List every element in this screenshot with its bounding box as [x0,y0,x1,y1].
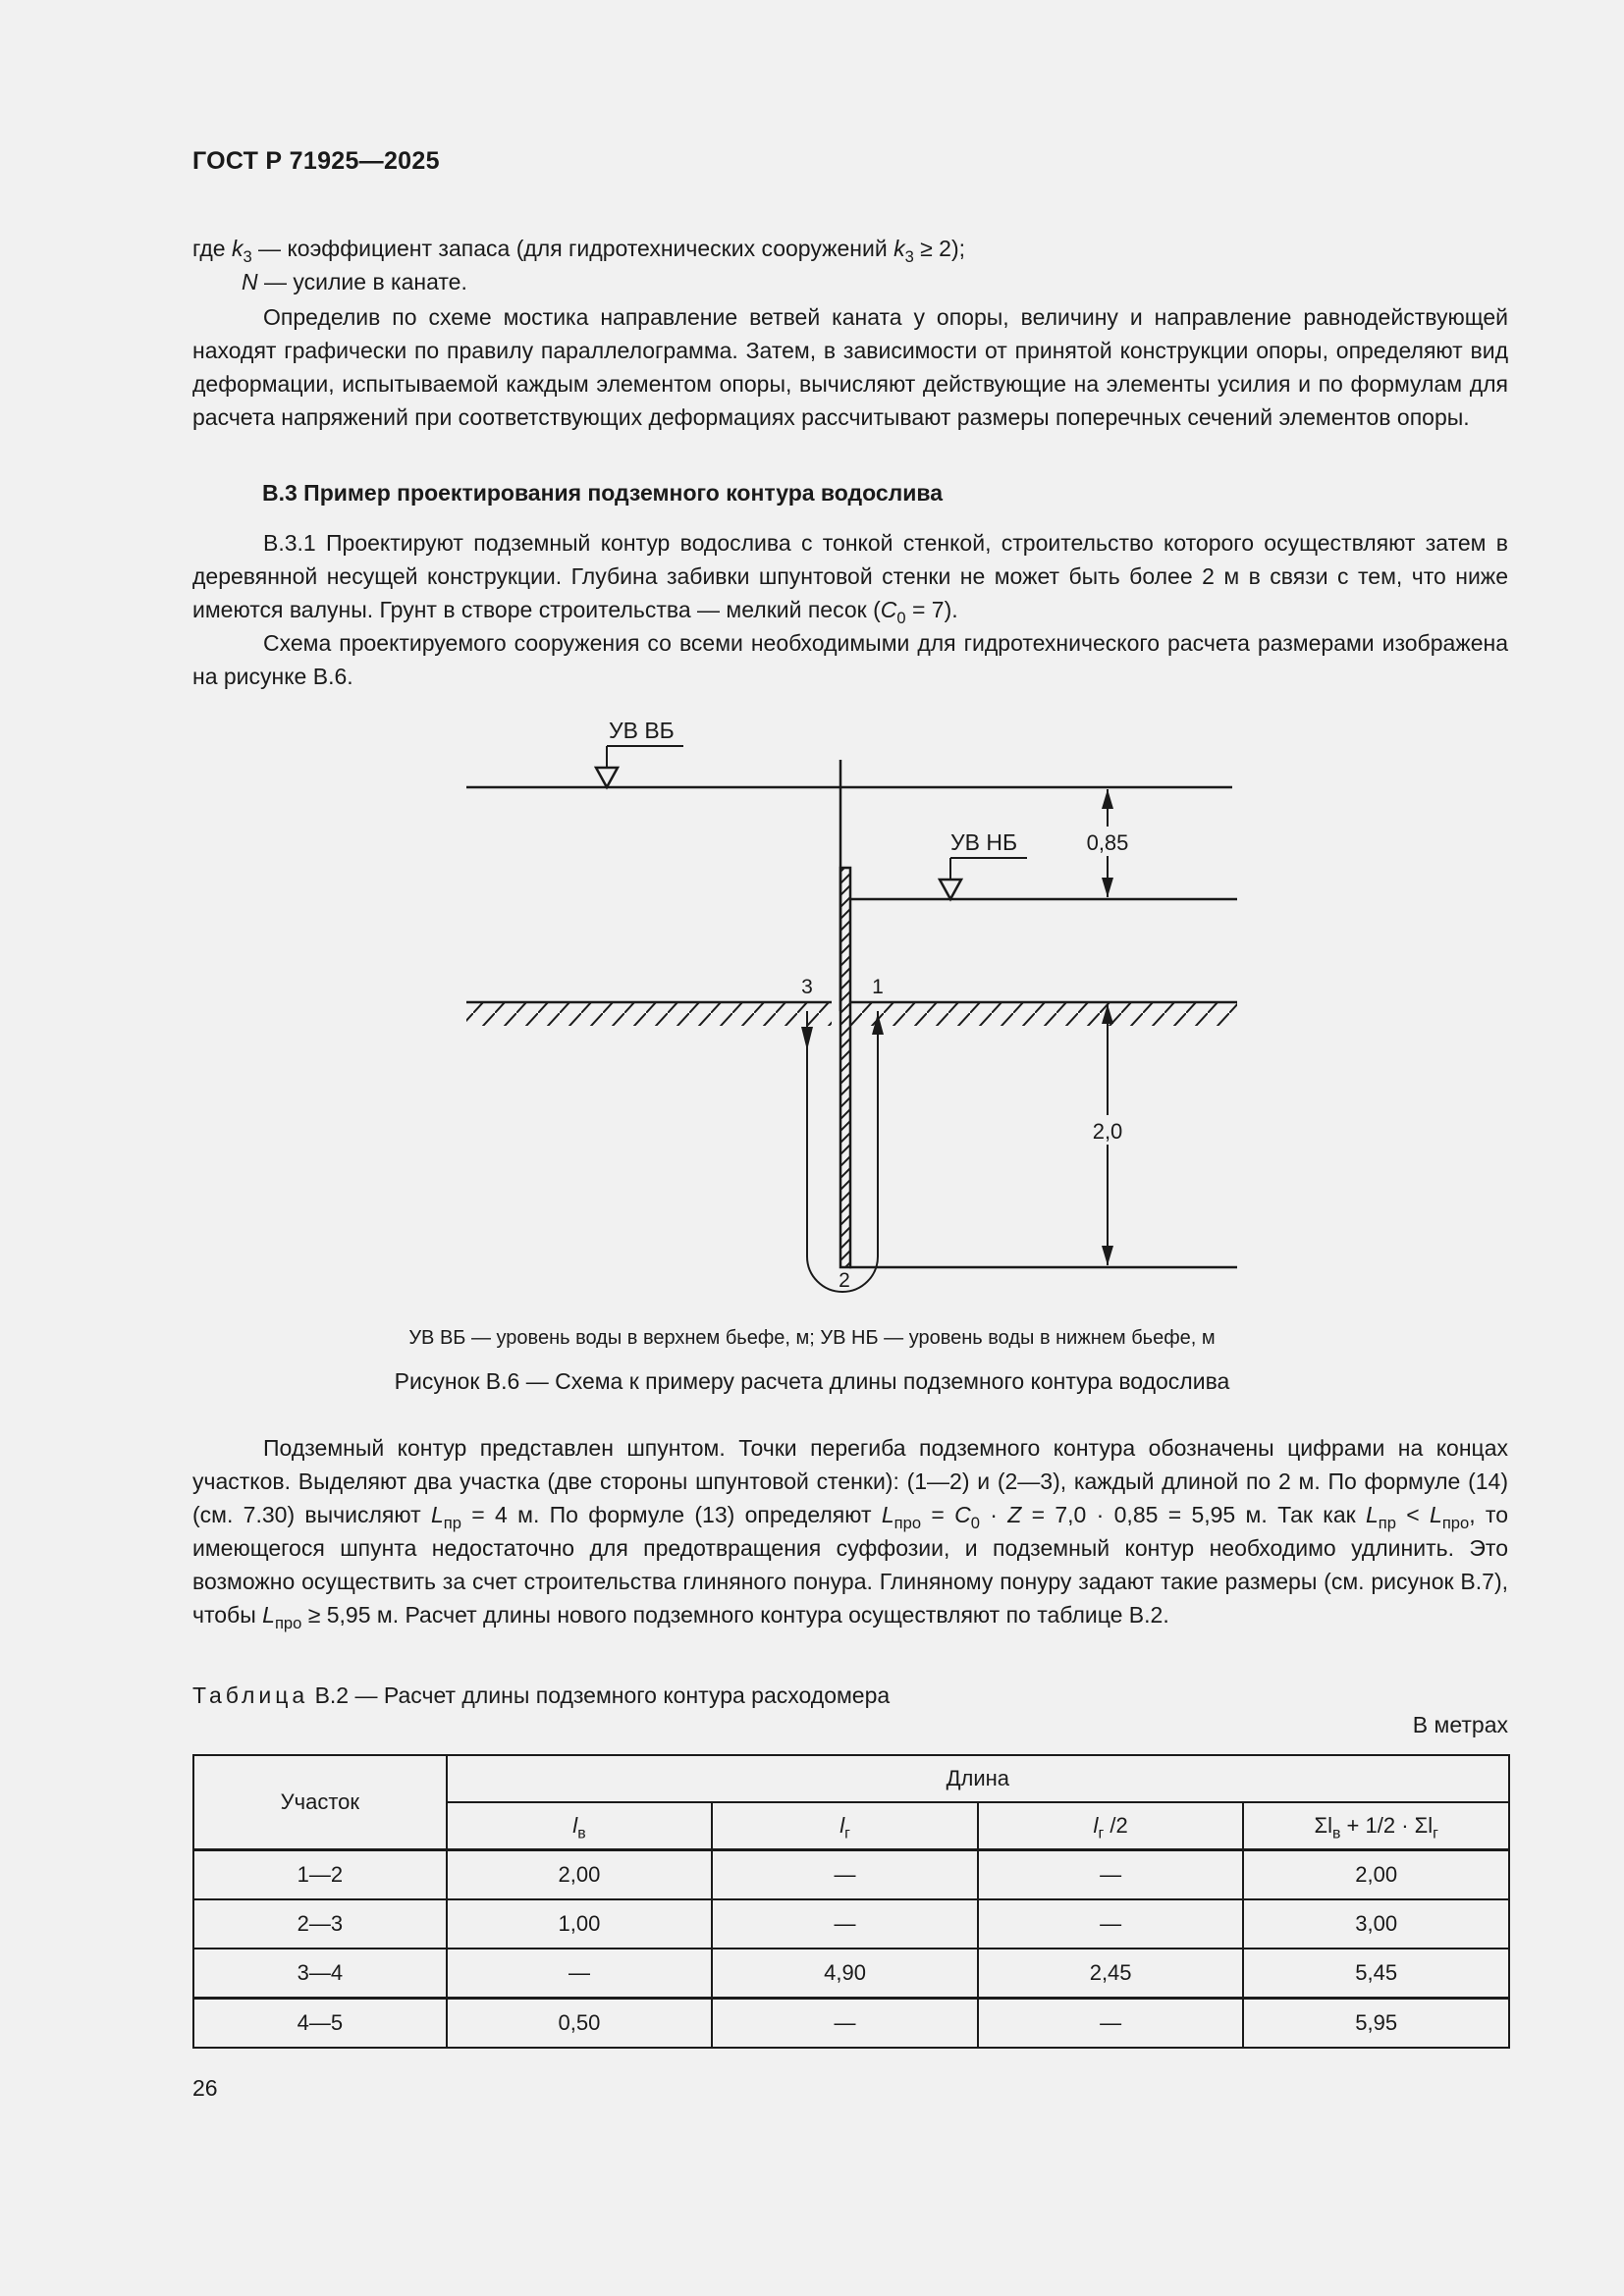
paragraph-scheme: Схема проектируемого сооружения со всеми необходимыми для гидротехнического расчета размерами изображена на рисунке В.6. [192,630,1508,689]
figure-legend: УВ ВБ — уровень воды в верхнем бьефе, м; УВ НБ — уровень воды в нижнем бьефе, м [408,1327,1216,1349]
contour-length-table [192,1754,1510,2049]
point-1: 1 [872,976,884,998]
header-lg: $l_г$ [712,1802,978,1850]
header-length: Длина [447,1755,1509,1802]
table-row [193,1999,1509,2049]
header-section: Участок [193,1755,447,1850]
table-cell: 3—4 [193,1949,447,1999]
downstream-level-icon [940,880,961,899]
point-2: 2 [839,1269,850,1292]
figure-caption: Рисунок В.6 — Схема к примеру расчета длины подземного контура водослива [394,1368,1230,1394]
upstream-level-icon [596,768,618,787]
table-cell: 2,00 [1243,1850,1509,1900]
table-cell: — [978,1899,1244,1949]
table-cell: 4,90 [712,1949,978,1999]
table-cell: 0,50 [447,1999,713,2049]
table-cell: — [447,1949,713,1999]
table-cell: 4—5 [193,1999,447,2049]
page-number: 26 [192,2075,218,2101]
table-cell: 2,45 [978,1949,1244,1999]
section-title: В.3 Пример проектирования подземного контура водослива [262,480,944,506]
table-cell: 2,00 [447,1850,713,1900]
table-units: В метрах [1412,1712,1508,1737]
header-lv: $l_в$ [447,1802,713,1850]
table-cell: 5,45 [1243,1949,1509,1999]
paragraph-contour-calculation: Подземный контур представлен шпунтом. Точки перегиба подземного контура обозначены цифрами на концах участков. Выделяют два участка (две стороны шпунтовой стенки): (1—2) и (2—3), каждый длиной по 2 м. По формуле (14) (см. 7.30) вычисляют $L_{пр} = 4$ м. По формуле (13) определяют $L_{про} = C_0 \cdot Z = 7,0 \cdot 0,85 = 5,95$ м. Так как $L_{пр} < L_{про}$, то имеющегося шпунта недостаточно для предотвращения суффозии, и подземный контур необходимо удлинить. Это возможно осуществить за счет строительства глиняного понура. Глиняному понуру задают такие размеры (см. рисунок В.7), чтобы $L_{про} \ge 5,95$ м. Расчет длины нового подземного контура осуществляют по таблице В.2. [192,1435,1508,1632]
sheet-pile [840,868,850,1267]
header-sum: $\Sigma l_в + 1/2 \cdot \Sigma l_г$ [1243,1802,1509,1850]
paragraph-support-design: Определив по схеме мостика направление ветвей каната у опоры, величину и направление равнодействующей находят графически по правилу параллелограмма. Затем, в зависимости от принятой конструкции опоры, определяют вид деформации, испытываемой каждым элементом опоры, вычисляют действующие на элементы усилия и по формулам для расчета напряжений при соответствующих деформациях рассчитывают размеры поперечных сечений элементов опоры. [192,304,1508,430]
table-caption: Таблица В.2 — Расчет длины подземного контура расходомера [192,1682,891,1708]
table-cell: 1,00 [447,1899,713,1949]
table-cell: 5,95 [1243,1999,1509,2049]
dimension-top: 0,85 [1086,830,1129,855]
table-row [193,1850,1509,1900]
table-cell: — [712,1850,978,1900]
table-cell: — [978,1850,1244,1900]
dimension-depth: 2,0 [1092,1119,1123,1144]
weir-contour-diagram [452,707,1257,1296]
definition-n: N — усилие в канате. [242,269,467,294]
paragraph-contour-design: В.3.1 Проектируют подземный контур водослива с тонкой стенкой, строительство которого осуществляют затем в деревянной несущей конструкции. Глубина забивки шпунтовой стенки не может быть более 2 м в связи с тем, что ниже имеются валуны. Грунт в створе строительства — мелкий песок $(C_0 = 7)$. [192,530,1508,627]
table-cell: 1—2 [193,1850,447,1900]
table-cell: 3,00 [1243,1899,1509,1949]
table-cell: — [978,1999,1244,2049]
table-cell: — [712,1999,978,2049]
table-cell: 2—3 [193,1899,447,1949]
document-header: ГОСТ Р 71925—2025 [192,147,440,175]
table-row [193,1899,1509,1949]
table-row [193,1949,1509,1999]
table-cell: — [712,1899,978,1949]
header-lg-half: $l_г$ /2 [978,1802,1244,1850]
definition-k3: где $k_3$ — коэффициент запаса (для гидротехнических сооружений $k_3 \ge 2$); [192,236,966,266]
label-downstream: УВ НБ [950,829,1018,855]
point-3: 3 [801,976,813,998]
label-upstream: УВ ВБ [609,718,675,743]
